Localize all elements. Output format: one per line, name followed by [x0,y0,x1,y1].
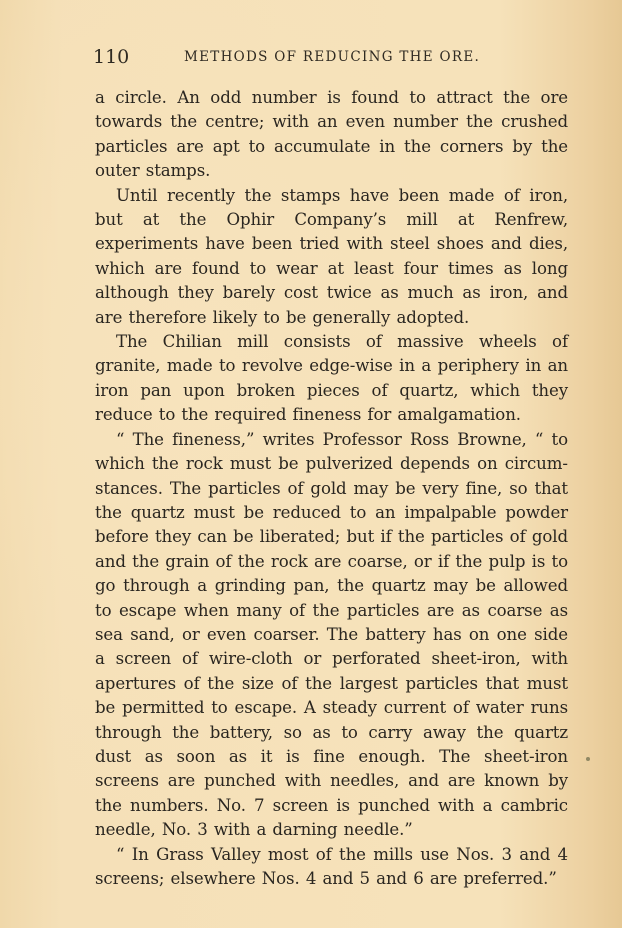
paragraph-ross-browne-quote: “ The fineness,” writes Professor Ross Browne, “ to which the rock must be pulverized depends on circumstances. The particles of gold may be very fine, so that the quartz must be reduced to an impalpable powder before they can be liberated; but if the particles of gold and the grain of the rock are coarse, or if the pulp is to go through a grinding pan, the quartz may be allowed to escape when many of the particles are as coarse as sea sand, or even coarser. The battery has on one side a screen of wire-cloth or perforated sheet-iron, with apertures of the size of the largest particles that must be permitted to escape. A steady current of water runs through the battery, so as to carry away the quartz dust as soon as it is fine enough. The sheet-iron screens are punched with needles, and are known by the numbers. No. 7 screen is punched with a cambric needle, No. 3 with a darning needle.” [95,429,568,840]
paragraph-steel-stamps: Until recently the stamps have been made of iron, but at the Ophir Company’s mill at Renfrew, experiments have been tried with steel shoes and dies, which are found to wear at least four times as long although they barely cost twice as much as iron, and are therefore likely to be generally adopted. [95,185,568,327]
paper-blemish [586,757,590,761]
paragraph-grass-valley: “ In Grass Valley most of the mills use Nos. 3 and 4 screens; elsewhere Nos. 4 and 5 and 6 are preferred.” [95,844,568,888]
paragraph-circle-continuation: a circle. An odd number is found to attract the ore towards the centre; with an even number the crushed particles are apt to accumulate in the corners by the outer stamps. [95,88,568,181]
running-title: METHODS OF REDUCING THE ORE. [184,49,481,65]
page-number: 110 [93,46,130,68]
paragraph-chilian-mill: The Chilian mill consists of massive wheels of granite, made to revolve edge-wise in a periphery in an iron pan upon broken pieces of quartz, which they reduce to the required fineness for amalgamation. [95,332,568,425]
body-text [95,86,568,891]
page-header [93,46,563,70]
